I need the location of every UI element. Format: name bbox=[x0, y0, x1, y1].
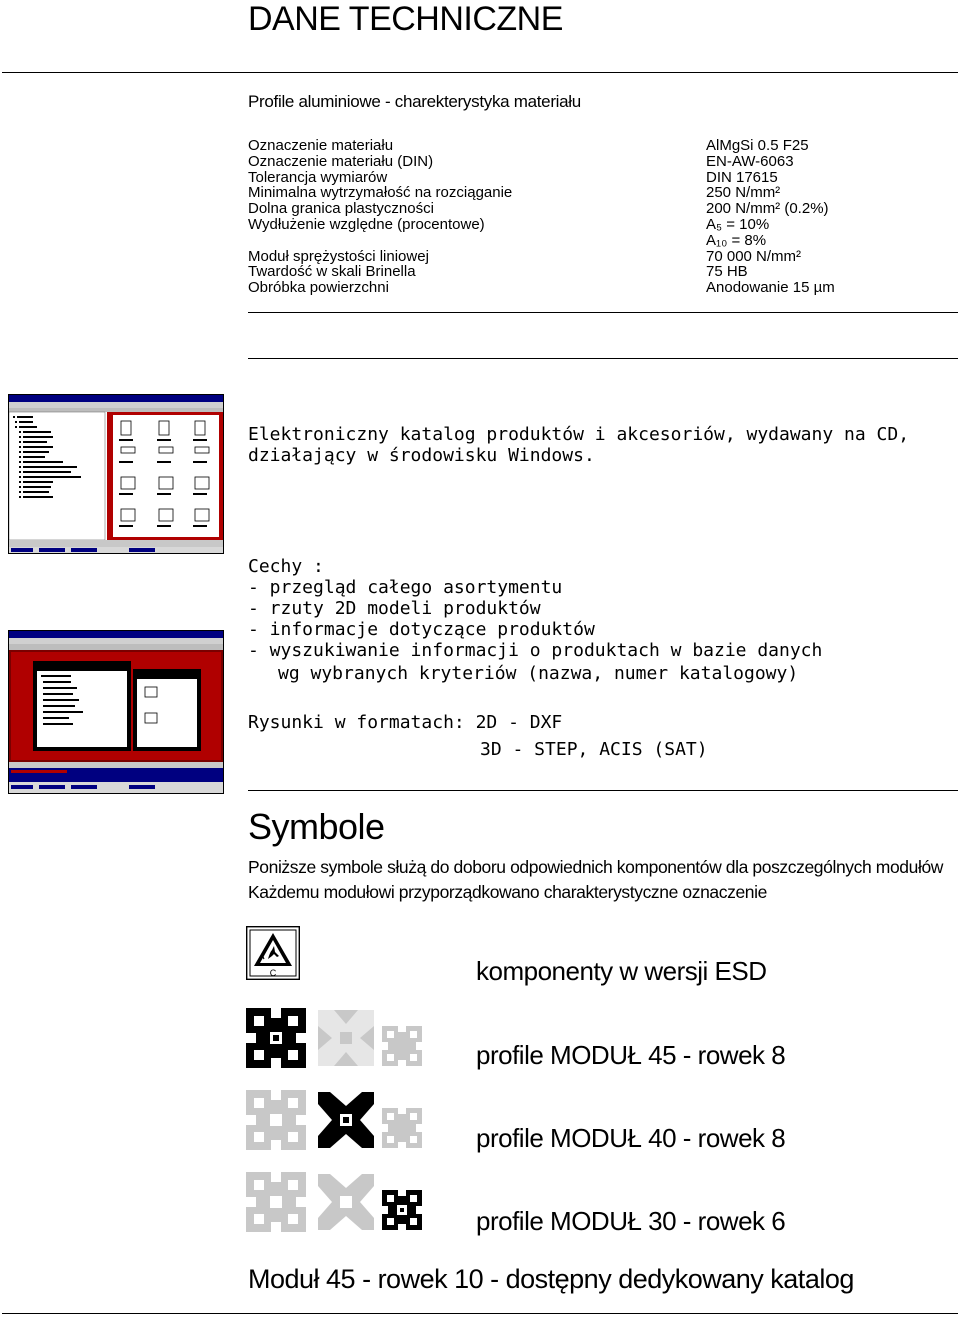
profile-45-icon bbox=[246, 1008, 306, 1068]
profile-40-icon bbox=[318, 1092, 374, 1148]
profile-30-icon-inactive bbox=[382, 1026, 422, 1066]
spec-key: Minimalna wytrzymałość na rozciąganie bbox=[248, 184, 513, 202]
spec-key: Moduł sprężystości liniowej bbox=[248, 247, 429, 265]
profile-45-icon-inactive bbox=[246, 1090, 306, 1150]
feature-item: - przegląd całego asortymentu bbox=[248, 577, 563, 598]
profile-40-icon-inactive bbox=[318, 1174, 374, 1230]
spec-value: 75 HB bbox=[706, 263, 748, 281]
spec-value: AlMgSi 0.5 F25 bbox=[706, 137, 809, 154]
spec-row bbox=[248, 280, 908, 296]
features-heading: Cechy : bbox=[248, 556, 324, 577]
spec-value: 70 000 N/mm² bbox=[706, 247, 802, 265]
spec-row bbox=[248, 264, 908, 280]
drawing-formats-line1: Rysunki w formatach: 2D - DXF bbox=[248, 712, 563, 733]
spec-row bbox=[248, 170, 908, 186]
divider bbox=[2, 1313, 958, 1314]
symbol-label-modul-45: profile MODUŁ 45 - rowek 8 bbox=[476, 1040, 786, 1070]
spec-row bbox=[248, 249, 908, 265]
spec-row bbox=[248, 201, 908, 217]
symbols-title: Symbole bbox=[248, 806, 385, 847]
profile-30-icon-inactive bbox=[382, 1108, 422, 1148]
spec-key: Dolna granica plastyczności bbox=[248, 200, 434, 218]
spec-row bbox=[248, 154, 908, 170]
spec-value: EN-AW-6063 bbox=[706, 152, 794, 170]
profile-45-icon-inactive bbox=[246, 1172, 306, 1232]
spec-row bbox=[248, 217, 908, 233]
catalog-desc-line2: działający w środowisku Windows. bbox=[248, 445, 595, 466]
symbols-description-2: Każdemu modułowi przyporządkowano charakterystyczne oznaczenie bbox=[248, 882, 767, 902]
spec-value: A₁₀ = 8% bbox=[706, 231, 767, 249]
esd-icon bbox=[246, 926, 300, 980]
bottom-note: Moduł 45 - rowek 10 - dostępny dedykowany katalog bbox=[248, 1264, 854, 1294]
spec-key: Oznaczenie materiału (DIN) bbox=[248, 152, 434, 170]
catalog-screenshot-2 bbox=[8, 630, 224, 794]
profile-30-icon bbox=[382, 1190, 422, 1230]
catalog-screenshot-1 bbox=[8, 394, 224, 554]
spec-value: 200 N/mm² (0.2%) bbox=[706, 200, 829, 218]
symbol-label-esd: komponenty w wersji ESD bbox=[476, 956, 767, 986]
symbol-label-modul-40: profile MODUŁ 40 - rowek 8 bbox=[476, 1123, 786, 1153]
modul-45-symbols bbox=[246, 1008, 426, 1068]
catalog-desc-line1: Elektroniczny katalog produktów i akcesoriów, wydawany na CD, bbox=[248, 424, 910, 445]
profile-40-icon-inactive bbox=[318, 1010, 374, 1066]
feature-item-continuation: wg wybranych kryteriów (nazwa, numer katalogowy) bbox=[278, 663, 799, 684]
spec-value: 250 N/mm² bbox=[706, 184, 781, 202]
esd-letter: C bbox=[269, 968, 277, 978]
spec-value: DIN 17615 bbox=[706, 168, 778, 186]
symbol-label-modul-30: profile MODUŁ 30 - rowek 6 bbox=[476, 1206, 786, 1236]
spec-value: A₅ = 10% bbox=[706, 215, 770, 233]
section-subtitle: Profile aluminiowe - charekterystyka materiału bbox=[248, 92, 581, 111]
page-title: DANE TECHNICZNE bbox=[248, 0, 563, 38]
modul-40-symbols bbox=[246, 1090, 426, 1150]
spec-row bbox=[248, 185, 908, 201]
catalog-window-illustration bbox=[9, 631, 223, 793]
spec-value: Anodowanie 15 µm bbox=[706, 279, 835, 297]
divider bbox=[248, 790, 958, 791]
modul-30-symbols bbox=[246, 1172, 426, 1232]
feature-item: - informacje dotyczące produktów bbox=[248, 619, 595, 640]
spec-table bbox=[248, 138, 908, 296]
drawing-formats-line2: 3D - STEP, ACIS (SAT) bbox=[480, 739, 708, 760]
divider bbox=[248, 358, 958, 359]
feature-item: - rzuty 2D modeli produktów bbox=[248, 598, 541, 619]
divider bbox=[248, 312, 958, 313]
spec-row bbox=[248, 233, 908, 249]
catalog-window-illustration bbox=[9, 395, 223, 553]
divider bbox=[2, 72, 958, 73]
spec-key: Wydłużenie względne (procentowe) bbox=[248, 215, 485, 233]
spec-key: Oznaczenie materiału bbox=[248, 137, 394, 154]
feature-item: - wyszukiwanie informacji o produktach w bazie danych bbox=[248, 640, 823, 661]
symbols-description-1: Poniższe symbole służą do doboru odpowiednich komponentów dla poszczególnych modułów bbox=[248, 857, 944, 877]
spec-key: Twardość w skali Brinella bbox=[248, 263, 416, 281]
spec-key: Obróbka powierzchni bbox=[248, 279, 389, 297]
spec-key: Tolerancja wymiarów bbox=[248, 168, 388, 186]
spec-row bbox=[248, 138, 908, 154]
